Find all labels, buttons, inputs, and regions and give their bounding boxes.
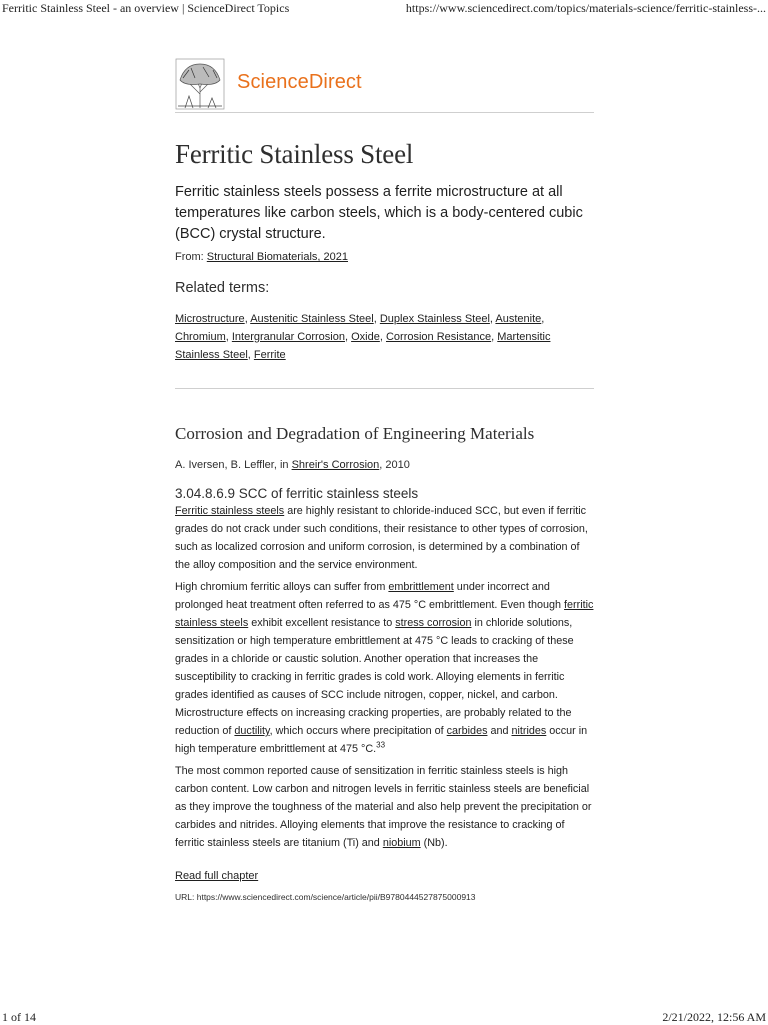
paragraph-text: The most common reported cause of sensitization in ferritic stainless steels is high carbon content. Low carbon and nitrogen levels in ferritic stainless steels are beneficial as they improve the toughness of the material and also help prevent the precipitation or carbides and nitrides. Alloying elements that improve the resistance to cracking of ferritic stainless steels are titanium (Ti) and xyxy=(175,765,592,849)
read-full-chapter-link[interactable]: Read full chapter xyxy=(175,870,259,882)
inline-term-link[interactable]: ferritic stainless steels xyxy=(175,599,594,629)
print-header-title: Ferritic Stainless Steel - an overview | ScienceDirect Topics xyxy=(2,1,290,15)
chapter-authors xyxy=(175,459,594,471)
divider xyxy=(175,112,594,113)
term-separator: , xyxy=(247,349,254,361)
related-term-link[interactable]: Austenite xyxy=(495,313,542,325)
related-term-link[interactable]: Ferrite xyxy=(253,349,286,361)
source-link[interactable]: Structural Biomaterials, 2021 xyxy=(206,251,349,263)
divider xyxy=(175,388,594,389)
paragraph-text: occur in high temperature embrittlement at 475 °C. xyxy=(175,725,588,755)
paragraph-text: are highly resistant to chloride-induced SCC, but even if ferritic grades do not crack under such conditions, their resistance to other types of corrosion, such as localized corrosion and uniform corrosion, is determined by a combination of the alloy composition and the service environment. xyxy=(175,505,588,571)
term-separator: , xyxy=(379,331,386,343)
print-datetime: 2/21/2022, 12:56 AM xyxy=(662,1010,766,1024)
paragraph-text: and xyxy=(487,725,512,737)
elsevier-tree-icon xyxy=(175,58,225,110)
logo[interactable] xyxy=(175,58,594,112)
source-citation xyxy=(175,251,594,263)
related-term-link[interactable]: Intergranular Corrosion xyxy=(231,331,345,343)
page-title: Ferritic Stainless Steel xyxy=(175,139,414,169)
definition-text: Ferritic stainless steels possess a ferrite microstructure at all temperatures like carbon steels, which is a body-centered cubic (BCC) crystal structure. xyxy=(175,184,583,242)
inline-term-link[interactable]: stress corrosion xyxy=(395,617,472,629)
term-separator: , xyxy=(489,313,496,325)
main-content xyxy=(175,58,594,902)
reference-superscript[interactable]: 33 xyxy=(376,740,386,750)
term-separator: , xyxy=(344,331,352,343)
inline-term-link[interactable]: embrittlement xyxy=(388,581,454,593)
inline-term-link[interactable]: nitrides xyxy=(511,725,547,737)
related-term-link[interactable]: Corrosion Resistance xyxy=(385,331,492,343)
related-term-link[interactable]: Martensitic Stainless Steel xyxy=(175,331,551,361)
related-term-link[interactable]: Duplex Stainless Steel xyxy=(379,313,490,325)
chapter-title[interactable]: Corrosion and Degradation of Engineering Materials xyxy=(175,424,535,443)
body-paragraph xyxy=(175,502,594,574)
year-text: , 2010 xyxy=(379,459,410,471)
print-header xyxy=(0,0,768,16)
related-terms-heading: Related terms: xyxy=(175,280,270,296)
body-paragraph xyxy=(175,762,594,852)
subsection-title: 3.04.8.6.9 SCC of ferritic stainless steels xyxy=(175,486,419,501)
book-link[interactable]: Shreir's Corrosion xyxy=(291,459,380,471)
source-prefix: From: xyxy=(175,251,207,263)
print-footer xyxy=(0,1009,768,1025)
term-separator: , xyxy=(244,313,251,325)
paragraph-text: (Nb). xyxy=(420,837,448,849)
print-header-url: https://www.sciencedirect.com/topics/materials-science/ferritic-stainless-... xyxy=(405,1,766,15)
inline-term-link[interactable]: niobium xyxy=(382,837,421,849)
term-separator: , xyxy=(541,313,545,325)
related-term-link[interactable]: Austenitic Stainless Steel xyxy=(250,313,374,325)
logo-text: ScienceDirect xyxy=(237,71,362,93)
paragraph-text: exhibit excellent resistance to xyxy=(248,617,396,629)
paragraph-text: under incorrect and prolonged heat treatment often referred to as 475 °C embrittlement. Even though xyxy=(175,581,565,611)
authors-text: A. Iversen, B. Leffler, in xyxy=(175,459,292,471)
related-term-link[interactable]: Microstructure xyxy=(175,313,245,325)
related-terms-list xyxy=(175,310,594,364)
related-term-link[interactable]: Chromium xyxy=(175,331,226,343)
paragraph-text: in chloride solutions, sensitization or high temperature embrittlement at 475 °C leads to cracking of these grades in a chloride or caustic solution. Another operation that increases the susceptibility to cracking in ferritic grades is cold work. Alloying elements in ferritic grades identified as causes of SCC include nitrogen, copper, nickel, and carbon. Microstructure effects on increasing cracking properties, are probably related to the reduction of xyxy=(175,617,574,737)
page-number: 1 of 14 xyxy=(2,1010,36,1024)
inline-term-link[interactable]: carbides xyxy=(446,725,488,737)
term-separator: , xyxy=(373,313,380,325)
chapter-body xyxy=(175,502,594,852)
chapter-url: URL: https://www.sciencedirect.com/science/article/pii/B9780444527875000913 xyxy=(175,892,476,902)
term-separator: , xyxy=(491,331,498,343)
body-paragraph xyxy=(175,578,594,758)
inline-term-link[interactable]: Ferritic stainless steels xyxy=(175,505,285,517)
term-separator: , xyxy=(225,331,232,343)
inline-term-link[interactable]: ductility xyxy=(234,725,270,737)
paragraph-text: , which occurs where precipitation of xyxy=(269,725,447,737)
related-term-link[interactable]: Oxide xyxy=(351,331,380,343)
paragraph-text: High chromium ferritic alloys can suffer from xyxy=(175,581,389,593)
